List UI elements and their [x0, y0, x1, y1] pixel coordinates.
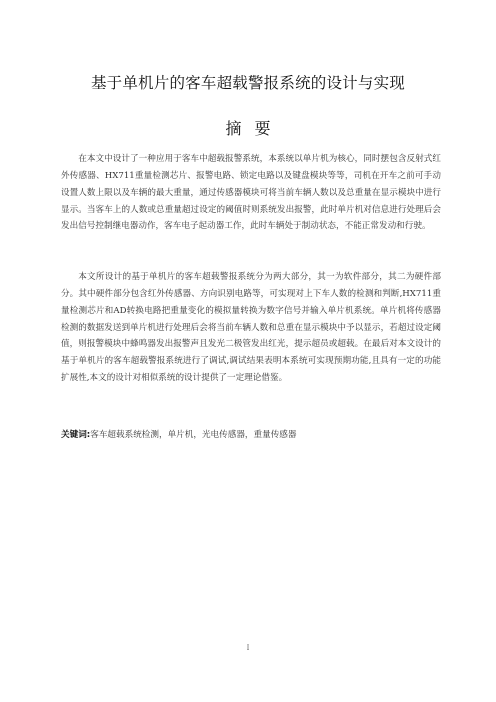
page-number: I [246, 644, 250, 652]
abstract-paragraph-1: 在本文中设计了一种应用于客车中超载报警系统，本系统以单片机为核心，同时摆包含反射式红外传感器、HX711重量检测芯片、报警电路、锁定电路以及键盘模块等等，司机在开车之前可手动设置人数上限以及车辆的最大重量，通过传感器模块可将当前车辆人数以及总重量在显示模块中进行显示。当客车上的人数或总重量超过设定的阈值时则系统发出报警，此时单片机对信息进行处理后会发出信号控制继电器动作，客车电子起动器工作，此时车辆处于制动状态，不能正常发动和行驶。 [61, 154, 441, 232]
keywords-text: 客车超载系统检测，单片机，光电传感器，重量传感器 [90, 430, 297, 440]
abstract-heading-text: 摘要 [225, 119, 284, 138]
abstract-paragraph-2: 本文所设计的基于单机片的客车超载警报系统分为两大部分，其一为软件部分，其二为硬件部分。其中硬件部分包含红外传感器、方向识别电路等，可实现对上下车人数的检测和判断,HX711重量检测芯片和AD转换电路把重量变化的模拟量转换为数字信号并输入单片机系统。单片机将传感器检测的数据发送到单片机进行处理后会将当前车辆人数和总重在显示模块中予以显示，若超过设定阈值，则报警模块中蜂鸣器发出报警声且发光二极管发出红光，提示超员或超载。在最后对本文设计的基于单机片的客车超载警报系统进行了调试,调试结果表明本系统可实现预期功能,且具有一定的功能扩展性,本文的设计对相似系统的设计提供了一定理论借鉴。 [61, 272, 441, 384]
keywords-line [61, 427, 441, 443]
page-title: 基于单机片的客车超载警报系统的设计与实现 [90, 74, 405, 92]
abstract-heading [0, 116, 496, 139]
keywords-label: 关键词: [61, 430, 91, 440]
